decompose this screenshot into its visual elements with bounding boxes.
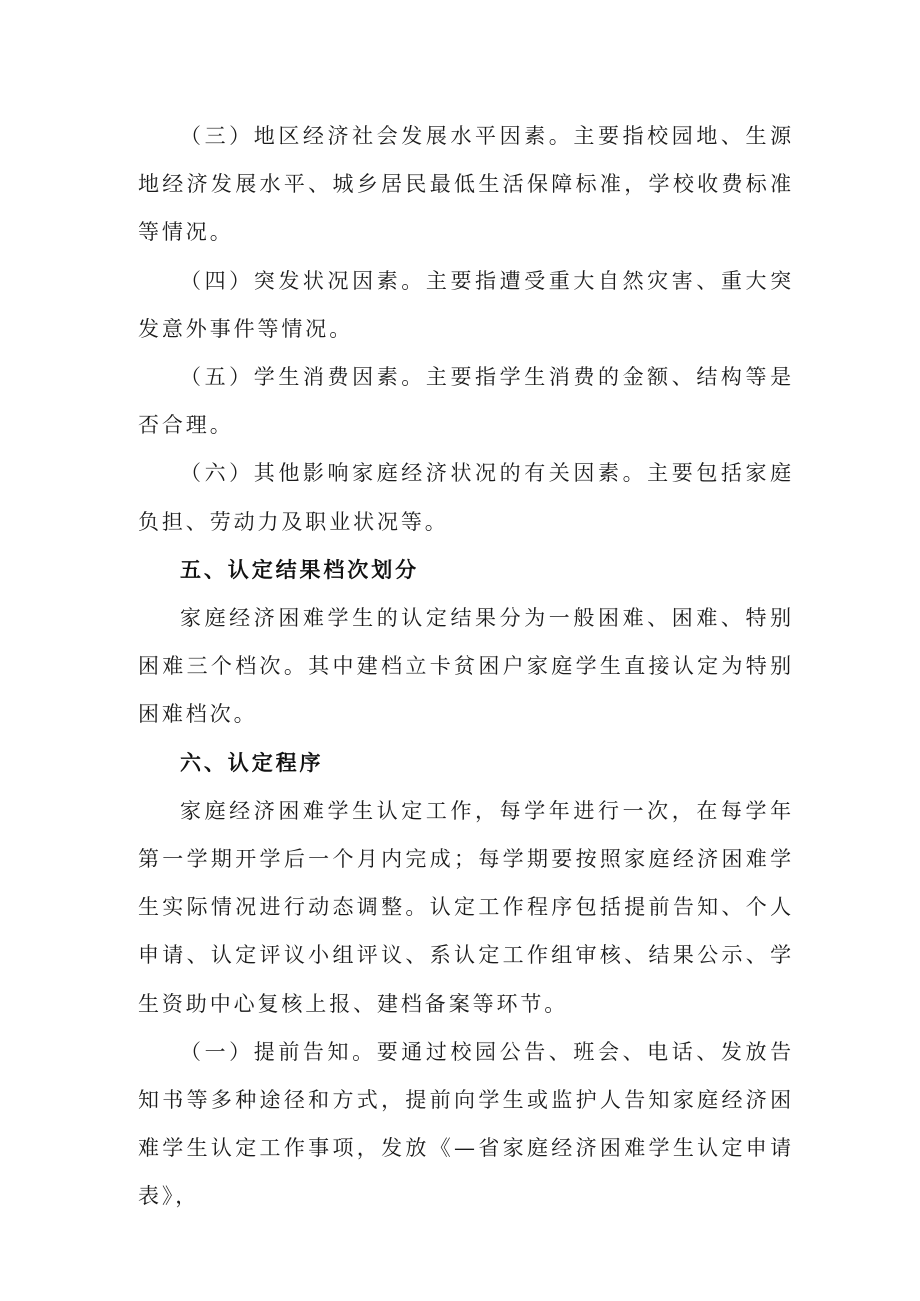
paragraph-factor-6: （六）其他影响家庭经济状况的有关因素。主要包括家庭负担、劳动力及职业状况等。 (138, 461, 794, 534)
paragraph-factor-3: （三）地区经济社会发展水平因素。主要指校园地、生源地经济发展水平、城乡居民最低生活保障标准，学校收费标准等情况。 (138, 124, 794, 245)
paragraph-section-5-body: 家庭经济困难学生的认定结果分为一般困难、困难、特别困难三个档次。其中建档立卡贫困户家庭学生直接认定为特别困难档次。 (138, 606, 794, 727)
paragraph-factor-5: （五）学生消费因素。主要指学生消费的金额、结构等是否合理。 (138, 365, 794, 438)
paragraph-section-6-body: 家庭经济困难学生认定工作，每学年进行一次，在每学年第一学期开学后一个月内完成；每学期要按照家庭经济困难学生实际情况进行动态调整。认定工作程序包括提前告知、个人申请、认定评议小组评议、系认定工作组审核、结果公示、学生资助中心复核上报、建档备案等环节。 (138, 798, 794, 1016)
document-body (138, 112, 794, 1221)
section-heading-6: 六、认定程序 (180, 750, 324, 775)
paragraph-step-1: （一）提前告知。要通过校园公告、班会、电话、发放告知书等多种途径和方式，提前向学生或监护人告知家庭经济困难学生认定工作事项，发放《—省家庭经济困难学生认定申请表》， (138, 1039, 794, 1209)
section-heading-5: 五、认定结果档次划分 (180, 557, 419, 582)
paragraph-factor-4: （四）突发状况因素。主要指遭受重大自然灾害、重大突发意外事件等情况。 (138, 268, 794, 341)
